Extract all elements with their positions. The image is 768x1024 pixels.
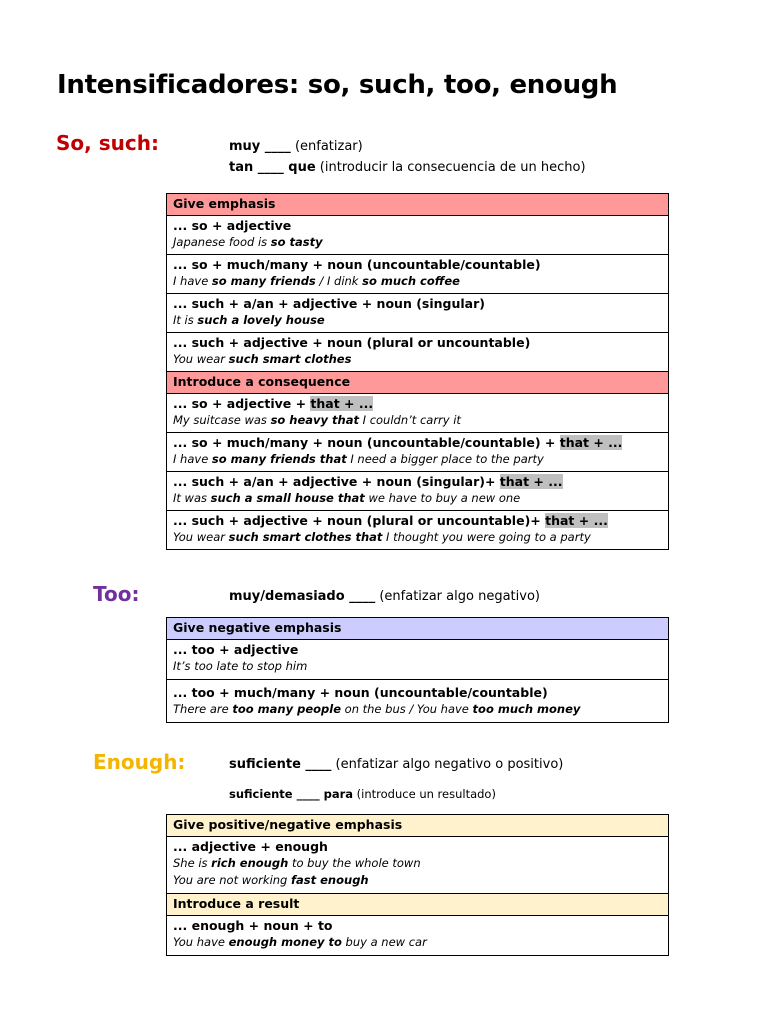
note-suficiente-para: suficiente ____ para (introduce un resultado) — [229, 787, 496, 801]
group-header-result: Introduce a result — [167, 894, 669, 916]
table-row: ... such + a/an + adjective + noun (singular)+ that + ... It was such a small house that we have to buy a new one — [167, 472, 669, 511]
table-row: ... so + adjective + that + ... My suitcase was so heavy that I couldn’t carry it — [167, 394, 669, 433]
table-row: ... so + much/many + noun (uncountable/countable) + that + ... I have so many friends that I need a bigger place to the party — [167, 433, 669, 472]
group-header-negative-emphasis: Give negative emphasis — [167, 618, 669, 640]
table-row: ... such + adjective + noun (plural or uncountable) You wear such smart clothes — [167, 333, 669, 372]
table-row: ... such + adjective + noun (plural or uncountable)+ that + ... You wear such smart clothes that I thought you were going to a party — [167, 511, 669, 550]
table-row: ... so + adjective Japanese food is so tasty — [167, 216, 669, 255]
note-tan-que: tan ____ que (introducir la consecuencia de un hecho) — [229, 160, 586, 175]
note-suficiente: suficiente ____ (enfatizar algo negativo o positivo) — [229, 757, 564, 772]
table-row: ... too + much/many + noun (uncountable/countable) There are too many people on the bus / You have too much money — [167, 680, 669, 723]
table-so-such — [166, 193, 669, 550]
heading-enough: Enough: — [93, 750, 186, 774]
note-muy: muy ____ (enfatizar) — [229, 139, 363, 154]
table-enough — [166, 814, 669, 956]
table-row: ... so + much/many + noun (uncountable/countable) I have so many friends / I dink so much coffee — [167, 255, 669, 294]
table-too — [166, 617, 669, 723]
heading-too: Too: — [93, 582, 140, 606]
note-muy-demasiado: muy/demasiado ____ (enfatizar algo negativo) — [229, 589, 540, 604]
table-row: ... too + adjective It’s too late to stop him — [167, 640, 669, 680]
table-row: ... adjective + enough She is rich enough to buy the whole town You are not working fast enough — [167, 837, 669, 894]
table-row: ... enough + noun + to You have enough money to buy a new car — [167, 916, 669, 956]
heading-so-such: So, such: — [56, 131, 159, 155]
page-title: Intensificadores: so, such, too, enough — [57, 70, 618, 100]
group-header-emphasis: Give emphasis — [167, 194, 669, 216]
group-header-consequence: Introduce a consequence — [167, 372, 669, 394]
group-header-positive-negative-emphasis: Give positive/negative emphasis — [167, 815, 669, 837]
table-row: ... such + a/an + adjective + noun (singular) It is such a lovely house — [167, 294, 669, 333]
